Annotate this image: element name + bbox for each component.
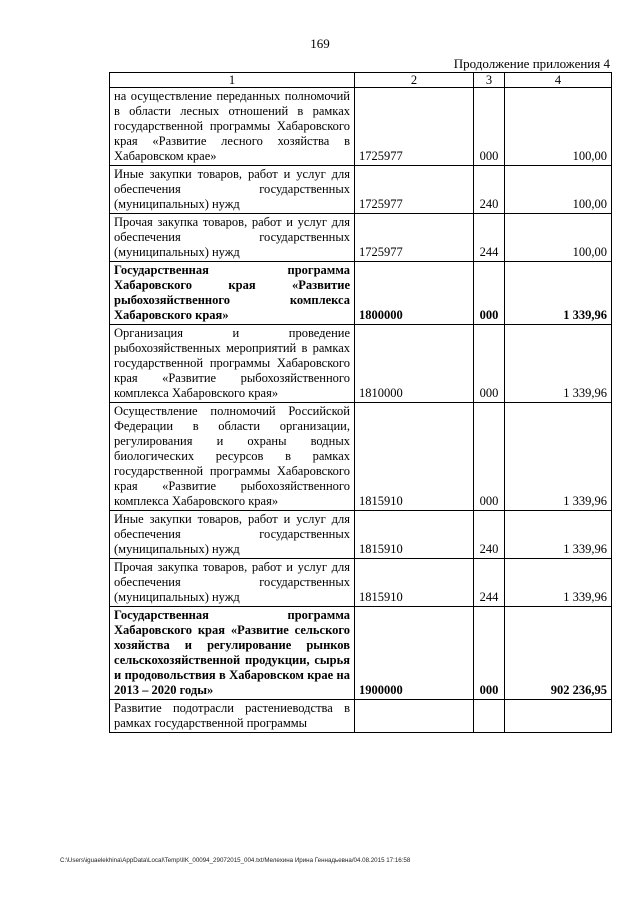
table-header-row [110,73,612,88]
row-name-cell: Иные закупки товаров, работ и услуг для обеспечения государственных (муниципальных) нужд [110,166,355,214]
row-name-cell: Иные закупки товаров, работ и услуг для обеспечения государственных (муниципальных) нужд [110,511,355,559]
row-code-cell: 1900000 [355,607,474,700]
row-code-cell: 1815910 [355,403,474,511]
row-expense-type-cell: 000 [474,88,505,166]
row-expense-type-cell: 244 [474,214,505,262]
row-name-cell: Прочая закупка товаров, работ и услуг для обеспечения государственных (муниципальных) нужд [110,559,355,607]
table-row [110,214,612,262]
row-amount-cell: 100,00 [505,214,612,262]
row-code-cell: 1725977 [355,214,474,262]
column-header-1: 1 [110,73,355,88]
row-expense-type-cell: 240 [474,166,505,214]
table-row [110,607,612,700]
row-expense-type-cell [474,700,505,733]
row-name-cell: Организация и проведение рыбохозяйственных мероприятий в рамках государственной программы Хабаровского края «Развитие рыбохозяйственного комплекса Хабаровского края» [110,325,355,403]
row-expense-type-cell: 000 [474,325,505,403]
row-amount-cell: 1 339,96 [505,559,612,607]
row-name-cell: Прочая закупка товаров, работ и услуг для обеспечения государственных (муниципальных) нужд [110,214,355,262]
table-row [110,511,612,559]
row-expense-type-cell: 240 [474,511,505,559]
row-amount-cell: 1 339,96 [505,325,612,403]
table-row [110,166,612,214]
row-name-cell: Развитие подотрасли растениеводства в рамках государственной программы [110,700,355,733]
row-amount-cell: 1 339,96 [505,262,612,325]
row-name-cell: Осуществление полномочий Российской Федерации в области организации, регулирования и охраны водных биологических ресурсов в рамках государственной программы Хабаровского края «Развитие рыбохозяйственного комплекса Хабаровского края» [110,403,355,511]
table-row [110,88,612,166]
row-expense-type-cell: 000 [474,607,505,700]
continuation-label: Продолжение приложения 4 [453,56,610,71]
row-amount-cell: 100,00 [505,88,612,166]
file-path-footer: C:\Users\iguaelekhina\AppData\Local\Temp\IIK_00094_29072015_004.txt/Мелехина Ирина Геннадьевна/04.08.2015 17:16:58 [60,857,411,864]
column-header-2: 2 [355,73,474,88]
row-code-cell: 1725977 [355,166,474,214]
budget-table [109,72,612,733]
row-name-cell: на осуществление переданных полномочий в области лесных отношений в рамках государственной программы Хабаровского края «Развитие лесного хозяйства в Хабаровском крае» [110,88,355,166]
row-code-cell: 1815910 [355,511,474,559]
row-amount-cell: 902 236,95 [505,607,612,700]
row-expense-type-cell: 244 [474,559,505,607]
row-amount-cell: 1 339,96 [505,403,612,511]
row-code-cell: 1800000 [355,262,474,325]
table-row [110,262,612,325]
row-name-cell: Государственная программа Хабаровского края «Развитие сельского хозяйства и регулирование рынков сельскохозяйственной продукции, сырья и продовольствия в Хабаровском крае на 2013 – 2020 годы» [110,607,355,700]
row-code-cell: 1815910 [355,559,474,607]
row-amount-cell: 1 339,96 [505,511,612,559]
column-header-4: 4 [505,73,612,88]
row-amount-cell [505,700,612,733]
page-number: 169 [310,36,330,51]
row-code-cell: 1725977 [355,88,474,166]
row-name-cell: Государственная программа Хабаровского края «Развитие рыбохозяйственного комплекса Хабаровского края» [110,262,355,325]
table-row [110,700,612,733]
column-header-3: 3 [474,73,505,88]
table-row [110,559,612,607]
table-row [110,403,612,511]
table-row [110,325,612,403]
row-code-cell [355,700,474,733]
row-expense-type-cell: 000 [474,403,505,511]
row-code-cell: 1810000 [355,325,474,403]
row-expense-type-cell: 000 [474,262,505,325]
row-amount-cell: 100,00 [505,166,612,214]
